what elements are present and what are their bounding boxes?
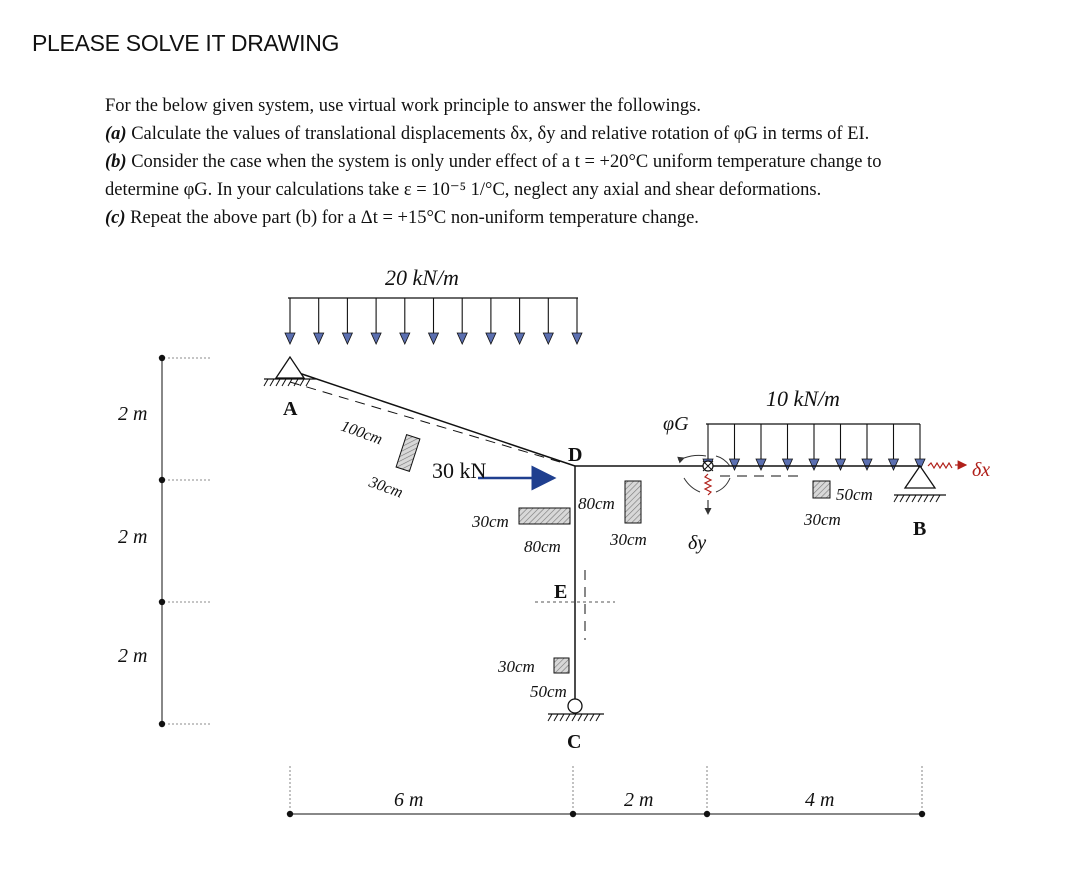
phi-g-label: φG <box>663 413 689 435</box>
phi-g-arc-lower-right <box>716 478 730 492</box>
load-right-arrow-head <box>730 459 740 470</box>
load-right-arrow-head <box>889 459 899 470</box>
spring-g <box>705 474 711 495</box>
part-b-text-1: Consider the case when the system is only under effect of a t = +20°C uniform temperature change to <box>131 152 882 172</box>
load-left-label: 20 kN/m <box>385 265 459 290</box>
node-c-label: C <box>567 731 582 753</box>
part-a-text: Calculate the values of translational displacements δx, δy and relative rotation of φG in terms of EI. <box>131 124 870 144</box>
load-left-arrow-head <box>572 333 582 344</box>
part-a-label: (a) <box>105 124 127 144</box>
support-b-roller <box>894 466 946 502</box>
hinge-g <box>684 455 730 514</box>
section-dv-height: 80cm <box>578 494 615 513</box>
height-label-2: 2 m <box>118 526 148 548</box>
phi-g-arc-left <box>684 455 706 458</box>
problem-intro: For the below given system, use virtual work principle to answer the followings. <box>105 96 702 116</box>
node-e-label: E <box>554 581 568 603</box>
section-dv <box>625 481 641 523</box>
section-gb-width: 30cm <box>804 510 841 529</box>
section-dt <box>519 508 570 524</box>
span-label-1: 6 m <box>394 789 424 811</box>
section-gb <box>813 481 830 498</box>
member-ad-dashed-fiber <box>290 382 560 462</box>
load-right-label: 10 kN/m <box>766 386 840 411</box>
section-ad-height: 100cm <box>338 417 385 449</box>
horizontal-tick-2 <box>570 811 576 817</box>
load-right-arrow-head <box>809 459 819 470</box>
section-ec <box>554 658 569 673</box>
section-dv-width: 30cm <box>610 530 647 549</box>
section-dt-height: 80cm <box>524 537 561 556</box>
load-left-arrow-head <box>515 333 525 344</box>
section-ec-height: 50cm <box>530 682 567 701</box>
vertical-tick-2 <box>159 477 165 483</box>
load-left-arrow-head <box>285 333 295 344</box>
member-ad <box>290 370 575 466</box>
load-left-arrow-head <box>371 333 381 344</box>
load-left-arrow-head <box>429 333 439 344</box>
load-right-arrow-head <box>756 459 766 470</box>
support-a-pin <box>264 357 316 386</box>
load-left-arrow-head <box>342 333 352 344</box>
distributed-load-right <box>703 424 925 470</box>
vertical-dimension <box>159 355 212 727</box>
horizontal-tick-4 <box>919 811 925 817</box>
load-left-arrow-head <box>543 333 553 344</box>
distributed-load-left <box>285 298 582 344</box>
vertical-tick-4 <box>159 721 165 727</box>
vertical-tick-3 <box>159 599 165 605</box>
span-label-3: 4 m <box>805 789 835 811</box>
delta-y-label: δy <box>688 532 707 554</box>
section-ec-width: 30cm <box>498 657 535 676</box>
horizontal-tick-3 <box>704 811 710 817</box>
section-dt-width: 30cm <box>472 512 509 531</box>
section-ad-width: 30cm <box>366 473 406 502</box>
part-b-label: (b) <box>105 152 127 172</box>
node-d-label: D <box>568 444 583 466</box>
load-left-arrow-head <box>457 333 467 344</box>
delta-x-spring <box>928 463 952 468</box>
load-right-arrow-head <box>862 459 872 470</box>
part-c-label: (c) <box>105 208 126 228</box>
support-c-pin <box>548 699 604 721</box>
vertical-tick-1 <box>159 355 165 361</box>
span-label-2: 2 m <box>624 789 654 811</box>
load-left-arrow-head <box>400 333 410 344</box>
delta-x-label: δx <box>972 459 991 481</box>
phi-g-arc-lower-left <box>684 478 700 492</box>
height-label-1: 2 m <box>118 403 148 425</box>
node-a-label: A <box>283 398 298 420</box>
load-left-arrow-head <box>314 333 324 344</box>
load-right-arrow-head <box>836 459 846 470</box>
page-heading: PLEASE SOLVE IT DRAWING <box>32 30 340 56</box>
part-c-text: Repeat the above part (b) for a Δt = +15°C non-uniform temperature change. <box>130 208 699 228</box>
section-ad <box>396 435 420 472</box>
part-b-line-2: determine φG. In your calculations take ε = 10⁻⁵ 1/°C, neglect any axial and shear deformations. <box>105 180 822 200</box>
load-right-arrow-head <box>783 459 793 470</box>
point-load-label: 30 kN <box>432 458 487 483</box>
phi-g-arc-right <box>716 456 730 466</box>
load-left-arrow-head <box>486 333 496 344</box>
height-label-3: 2 m <box>118 645 148 667</box>
horizontal-tick-1 <box>287 811 293 817</box>
section-gb-height: 50cm <box>836 485 873 504</box>
node-b-label: B <box>913 518 927 540</box>
